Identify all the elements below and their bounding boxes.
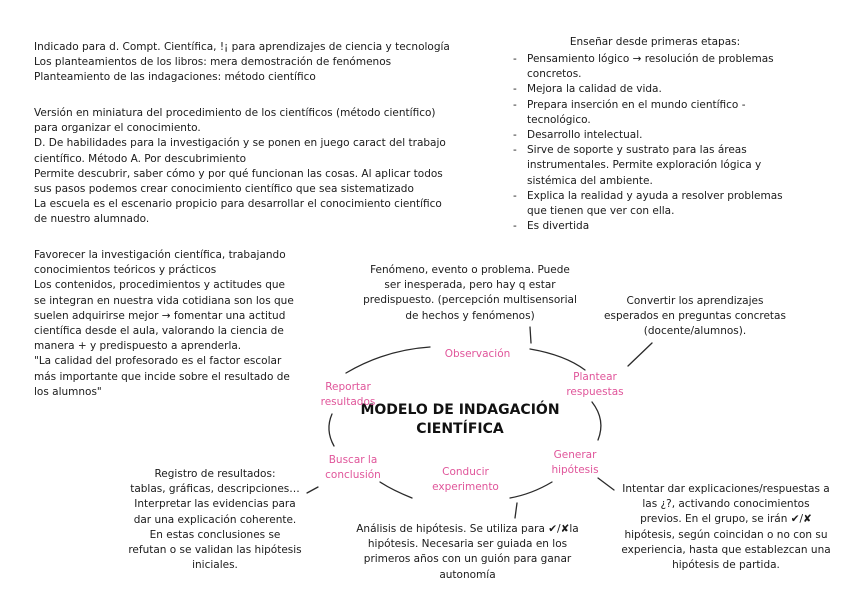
intro-line: Indicado para d. Compt. Científica, !¡ para aprendizajes de ciencia y tecnología bbox=[34, 41, 450, 53]
benefit-line: instrumentales. Permite exploración lógica y bbox=[527, 159, 762, 172]
node-label: Generar bbox=[553, 449, 597, 461]
note-line: hipótesis. Necesaria ser guiada en los bbox=[367, 538, 568, 551]
node-conducir-experimento bbox=[418, 465, 513, 495]
method-line: Permite descubrir, saber cómo y por qué funcionan las cosas. Al aplicar todos bbox=[34, 167, 443, 180]
method-line: D. De habilidades para la investigación y se ponen en juego caract del trabajo bbox=[34, 137, 446, 150]
method-line: para organizar el conocimiento. bbox=[34, 122, 201, 135]
note-line: predispuesto. (percepción multisensorial bbox=[363, 294, 577, 307]
line-observacion-note bbox=[530, 327, 531, 343]
intro-line: Los planteamientos de los libros: mera demostración de fenómenos bbox=[34, 56, 392, 69]
favor-line: manera + y predispuesto a aprenderla. bbox=[34, 340, 242, 353]
note-conducir bbox=[335, 522, 600, 583]
method-line: científico. Método A. Por descubrimiento bbox=[34, 152, 247, 165]
note-line: Intentar dar explicaciones/respuestas a bbox=[622, 483, 830, 495]
line-plantear-note bbox=[628, 343, 652, 366]
arc-buscar-reportar bbox=[329, 414, 334, 446]
node-label: Observación bbox=[444, 348, 511, 360]
note-line: primeros años con un guión para ganar bbox=[363, 553, 572, 566]
note-line: dar una explicación coherente. bbox=[133, 513, 297, 526]
node-reportar-resultados bbox=[303, 380, 393, 410]
benefit-line: - Es divertida bbox=[527, 220, 590, 233]
favor-line: suelen adquirirse mejor → fomentar una actitud bbox=[34, 309, 286, 322]
node-label: resultados bbox=[320, 396, 376, 408]
node-plantear-respuestas bbox=[550, 370, 640, 400]
node-label: conclusión bbox=[325, 469, 381, 481]
benefit-line: sistémica del ambiente. bbox=[527, 174, 653, 187]
node-label: experimento bbox=[432, 481, 499, 493]
node-label: Buscar la bbox=[328, 454, 378, 466]
arc-plantear-generar bbox=[592, 402, 601, 440]
note-line: ser inesperada, pero hay q estar bbox=[384, 279, 556, 292]
note-line: hipótesis, según coincidan o no con su bbox=[624, 528, 828, 541]
note-line: refutan o se validan las hipótesis bbox=[128, 544, 302, 557]
note-line: Interpretar las evidencias para bbox=[134, 498, 296, 511]
node-generar-hipotesis bbox=[530, 448, 620, 478]
favor-line: los alumnos" bbox=[34, 385, 102, 398]
node-label: Conducir bbox=[442, 466, 489, 478]
note-line: Análisis de hipótesis. Se utiliza para ✔/✘la bbox=[356, 523, 579, 535]
benefit-line: que tienen que ver con ella. bbox=[527, 205, 675, 218]
note-line: (docente/alumnos). bbox=[643, 325, 747, 338]
benefit-line: - Sirve de soporte y sustrato para las áreas bbox=[527, 144, 747, 157]
note-line: Registro de resultados: bbox=[154, 468, 276, 480]
note-line: tablas, gráficas, descripciones… bbox=[130, 483, 300, 496]
node-label: hipótesis bbox=[551, 464, 599, 476]
favor-line: "La calidad del profesorado es el factor escolar bbox=[34, 355, 282, 368]
diagram-title-line: CIENTÍFICA bbox=[416, 421, 504, 437]
note-line: autonomía bbox=[439, 568, 496, 581]
benefit-line: concretos. bbox=[527, 68, 582, 81]
favor-line: conocimientos teóricos y prácticos bbox=[34, 264, 217, 277]
node-label: respuestas bbox=[566, 386, 624, 398]
note-line: experiencia, hasta que establezcan una bbox=[621, 543, 831, 556]
intro-line: Planteamiento de las indagaciones: método científico bbox=[34, 71, 316, 84]
benefit-line: - Prepara inserción en el mundo científico - bbox=[527, 98, 746, 111]
note-generar bbox=[612, 482, 840, 573]
note-line: Convertir los aprendizajes bbox=[626, 295, 764, 307]
method-line: La escuela es el escenario propicio para desarrollar el conocimiento científico bbox=[34, 198, 442, 211]
favor-line: se integran en nuestra vida cotidiana son los que bbox=[34, 294, 294, 307]
favor-line: Favorecer la investigación científica, trabajando bbox=[34, 249, 286, 261]
note-line: las ¿?, activando conocimientos bbox=[642, 498, 810, 511]
method-line: Versión en miniatura del procedimiento de los científicos (método científico) bbox=[34, 107, 436, 119]
note-line: En estas conclusiones se bbox=[149, 528, 281, 541]
arc-reportar-observacion bbox=[346, 347, 430, 373]
line-conducir-note bbox=[515, 503, 517, 518]
method-line: de nuestro alumnado. bbox=[34, 213, 150, 226]
benefit-line: - Desarrollo intelectual. bbox=[527, 129, 643, 142]
favor-line: Los contenidos, procedimientos y actitudes que bbox=[34, 279, 286, 292]
note-line: hipótesis de partida. bbox=[672, 559, 780, 572]
benefits-heading: Enseñar desde primeras etapas: bbox=[569, 36, 741, 48]
arc-observacion-plantear bbox=[530, 349, 585, 370]
note-line: esperados en preguntas concretas bbox=[604, 310, 786, 323]
benefit-line: - Explica la realidad y ayuda a resolver problemas bbox=[527, 189, 783, 202]
arc-generar-conducir bbox=[510, 482, 552, 498]
note-observacion bbox=[350, 263, 590, 324]
method-line: sus pasos podemos crear conocimiento científico que sea sistematizado bbox=[34, 183, 414, 196]
diagram-title-line: MODELO DE INDAGACIÓN bbox=[360, 402, 560, 418]
favor-line: más importante que incide sobre el resultado de bbox=[34, 370, 290, 383]
node-label: Reportar bbox=[325, 381, 371, 393]
note-line: de hechos y fenómenos) bbox=[405, 309, 535, 322]
benefit-line: - Mejora la calidad de vida. bbox=[527, 83, 662, 96]
benefit-line: tecnológico. bbox=[527, 113, 591, 126]
favor-line: científica desde el aula, valorando la ciencia de bbox=[34, 325, 284, 338]
note-buscar bbox=[120, 467, 310, 573]
benefit-line: - Pensamiento lógico → resolución de problemas bbox=[527, 53, 774, 65]
node-label: Plantear bbox=[573, 371, 617, 383]
node-buscar-conclusion bbox=[308, 453, 398, 483]
note-plantear bbox=[600, 294, 790, 340]
note-line: iniciales. bbox=[192, 559, 238, 572]
node-observacion bbox=[430, 347, 525, 362]
note-line: Fenómeno, evento o problema. Puede bbox=[370, 264, 570, 276]
note-line: previos. En el grupo, se irán ✔/✘ bbox=[640, 513, 812, 526]
arc-conducir-buscar bbox=[380, 482, 412, 498]
